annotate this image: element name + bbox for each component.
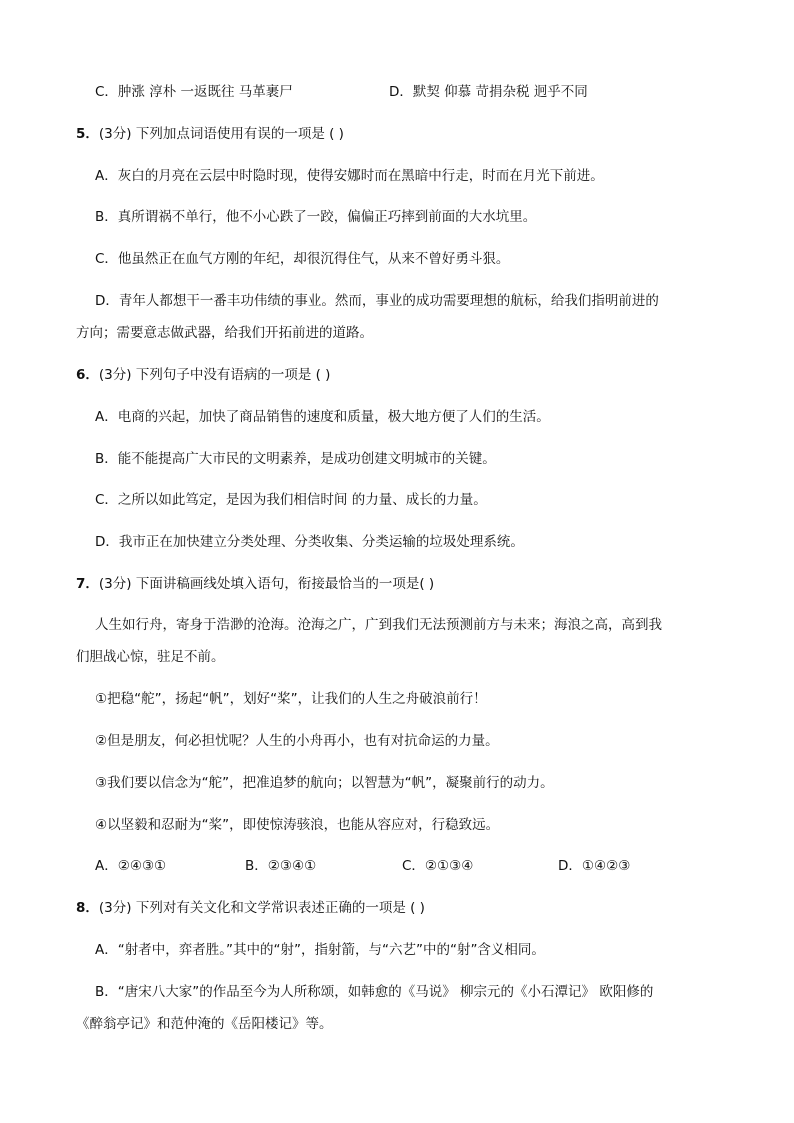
q8-option-a: A．“射者中，弈者胜。”其中的“射”，指射箭，与“六艺”中的“射”含义相同。 bbox=[95, 942, 545, 958]
q8-option-b-line1: B．“唐宋八大家”的作品至今为人所称颂，如韩愈的《马说》 柳宗元的《小石潭记》 欧阳修的 bbox=[95, 984, 654, 1000]
q5-option-b: B．真所谓祸不单行，他不小心跌了一跤，偏偏正巧摔到前面的大水坑里。 bbox=[95, 209, 537, 225]
q8-number: 8． bbox=[76, 900, 99, 916]
q7-option-d: D．①④②③ bbox=[558, 858, 631, 874]
q6-stem bbox=[76, 365, 794, 385]
q6-option-b: B．能不能提高广大市民的文明素养，是成功创建文明城市的关键。 bbox=[95, 451, 496, 467]
q8-stem bbox=[76, 898, 794, 918]
q7-sentence-2: ②但是朋友，何必担忧呢？人生的小舟再小，也有对抗命运的力量。 bbox=[95, 733, 499, 749]
q7-number: 7． bbox=[76, 576, 99, 592]
q5-number: 5． bbox=[76, 126, 99, 142]
q7-option-a: A．②④③① bbox=[95, 858, 167, 874]
q6-option-a: A．电商的兴起，加快了商品销售的速度和质量，极大地方便了人们的生活。 bbox=[95, 409, 550, 425]
q5-stem-text: (3分) 下列加点词语使用有误的一项是 ( ) bbox=[98, 126, 344, 142]
q7-sentence-3: ③我们要以信念为“舵”，把准追梦的航向；以智慧为“帆”，凝聚前行的动力。 bbox=[95, 775, 554, 791]
q6-number: 6． bbox=[76, 367, 99, 383]
q5-option-d-line1: D．青年人都想干一番丰功伟绩的事业。然而，事业的成功需要理想的航标，给我们指明前进的 bbox=[95, 293, 659, 309]
q5-option-c: C．他虽然正在血气方刚的年纪，却很沉得住气，从来不曾好勇斗狠。 bbox=[95, 251, 510, 267]
q5-stem bbox=[76, 124, 794, 144]
q4-option-c: C．肿涨 淳朴 一返既往 马革裹尸 bbox=[95, 84, 293, 100]
q7-passage-line1: 人生如行舟，寄身于浩渺的沧海。沧海之广，广到我们无法预测前方与未来；海浪之高，高到我 bbox=[95, 617, 662, 633]
q8-option-b-line2: 《醉翁亭记》和范仲淹的《岳阳楼记》等。 bbox=[76, 1016, 333, 1032]
q5-option-a: A．灰白的月亮在云层中时隐时现，使得安娜时而在黑暗中行走，时而在月光下前进。 bbox=[95, 168, 604, 184]
q6-stem-text: (3分) 下列句子中没有语病的一项是 ( ) bbox=[98, 367, 331, 383]
q7-stem bbox=[76, 574, 794, 594]
q5-option-d-line2: 方向；需要意志做武器，给我们开拓前进的道路。 bbox=[76, 325, 373, 341]
q7-sentence-4: ④以坚毅和忍耐为“桨”，即使惊涛骇浪，也能从容应对，行稳致远。 bbox=[95, 817, 500, 833]
q7-option-b: B．②③④① bbox=[245, 858, 317, 874]
q7-passage-line2: 们胆战心惊，驻足不前。 bbox=[76, 649, 225, 665]
q7-stem-text: (3分) 下面讲稿画线处填入语句，衔接最恰当的一项是( ) bbox=[98, 576, 435, 592]
q7-sentence-1: ①把稳“舵”，扬起“帆”，划好“桨”，让我们的人生之舟破浪前行！ bbox=[95, 691, 487, 707]
q6-option-d: D．我市正在加快建立分类处理、分类收集、分类运输的垃圾处理系统。 bbox=[95, 534, 524, 550]
q7-option-c: C．②①③④ bbox=[402, 858, 474, 874]
q8-stem-text: (3分) 下列对有关文化和文学常识表述正确的一项是 ( ) bbox=[98, 900, 425, 916]
q6-option-c: C．之所以如此笃定，是因为我们相信时间 的力量、成长的力量。 bbox=[95, 492, 487, 508]
q4-option-d: D．默契 仰慕 苛捐杂税 迥乎不同 bbox=[389, 84, 588, 100]
